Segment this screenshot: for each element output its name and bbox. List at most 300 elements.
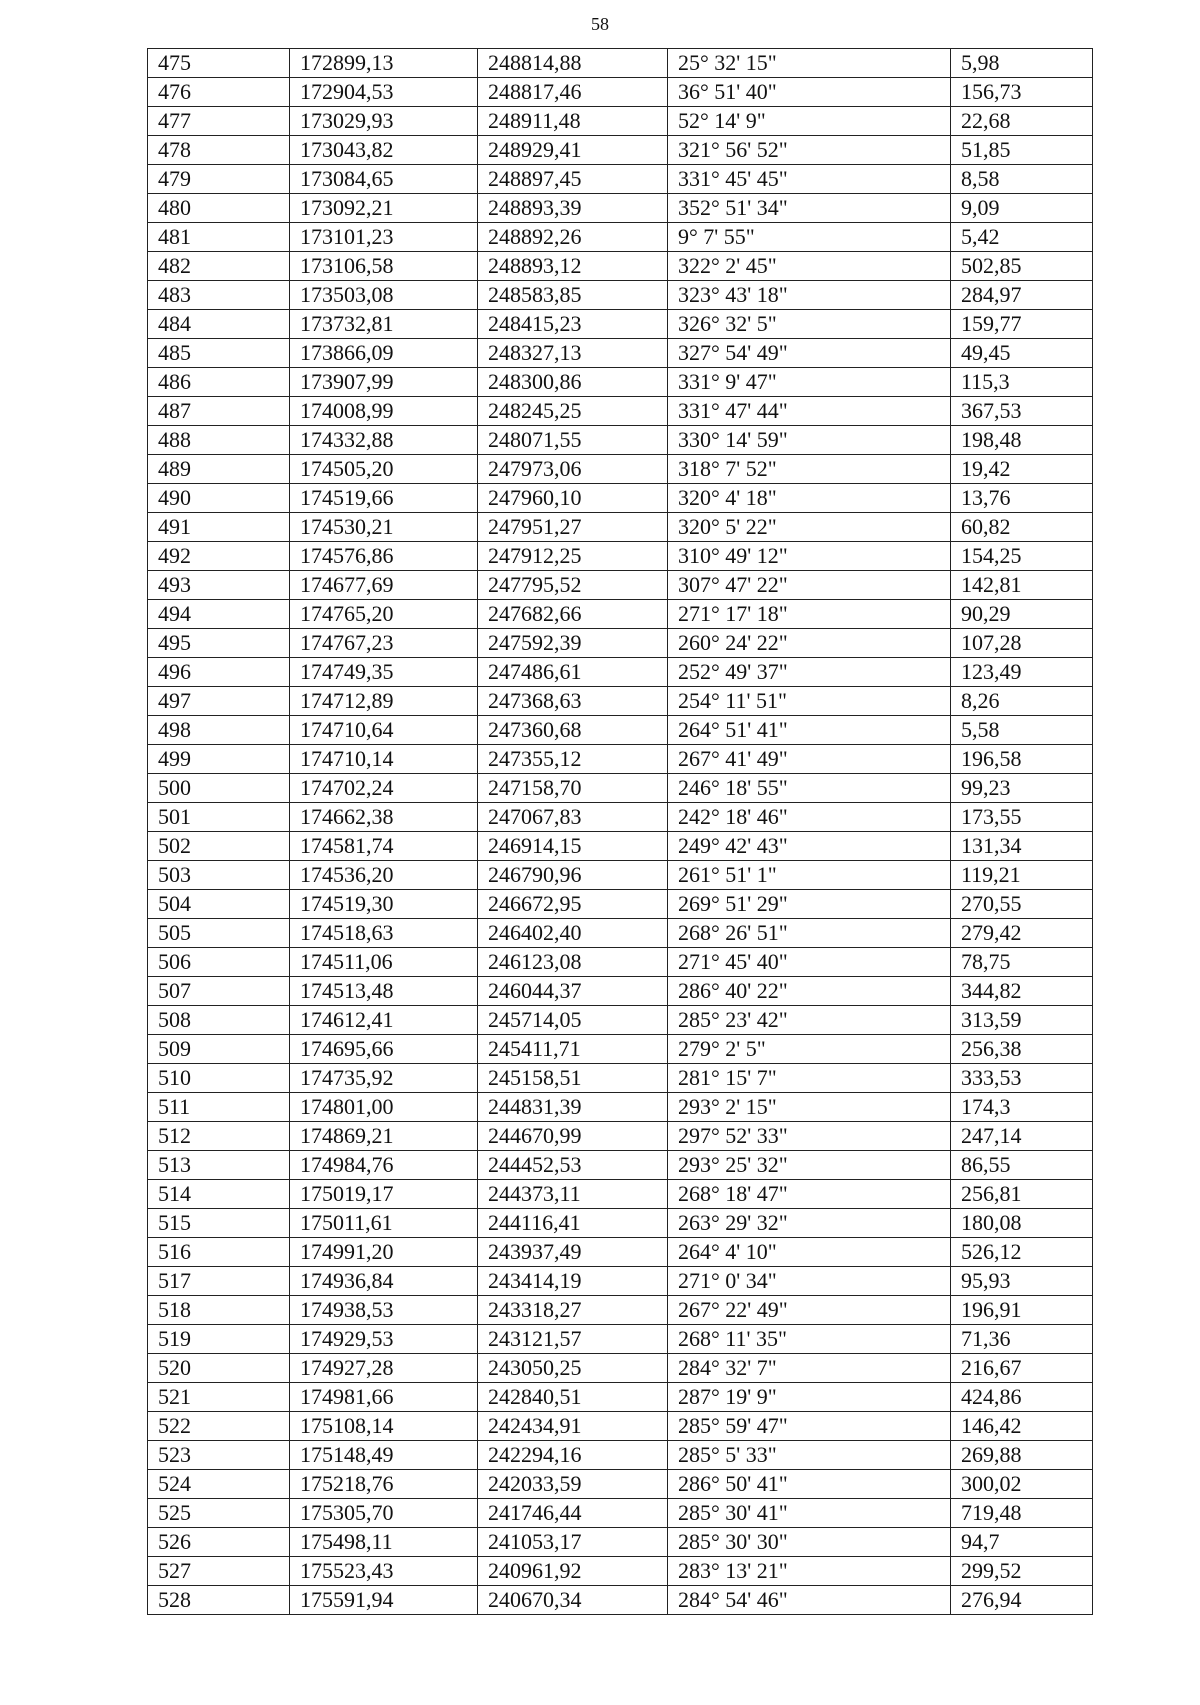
bearing-cell: 254° 11' 51" <box>668 687 951 716</box>
x-coordinate-cell: 175305,70 <box>290 1499 478 1528</box>
bearing-cell: 268° 26' 51" <box>668 919 951 948</box>
x-coordinate-cell: 174765,20 <box>290 600 478 629</box>
table-row <box>148 513 1093 542</box>
point-number-cell: 515 <box>148 1209 290 1238</box>
table-row <box>148 107 1093 136</box>
y-coordinate-cell: 247973,06 <box>478 455 668 484</box>
distance-cell: 256,81 <box>951 1180 1093 1209</box>
table-row <box>148 310 1093 339</box>
y-coordinate-cell: 248300,86 <box>478 368 668 397</box>
distance-cell: 174,3 <box>951 1093 1093 1122</box>
bearing-cell: 287° 19' 9" <box>668 1383 951 1412</box>
y-coordinate-cell: 243318,27 <box>478 1296 668 1325</box>
y-coordinate-cell: 247682,66 <box>478 600 668 629</box>
table-row <box>148 49 1093 78</box>
x-coordinate-cell: 174712,89 <box>290 687 478 716</box>
table-row <box>148 1209 1093 1238</box>
point-number-cell: 488 <box>148 426 290 455</box>
x-coordinate-cell: 174576,86 <box>290 542 478 571</box>
point-number-cell: 518 <box>148 1296 290 1325</box>
distance-cell: 8,58 <box>951 165 1093 194</box>
distance-cell: 19,42 <box>951 455 1093 484</box>
page-number: 58 <box>591 14 609 34</box>
x-coordinate-cell: 172904,53 <box>290 78 478 107</box>
table-row <box>148 1122 1093 1151</box>
point-number-cell: 498 <box>148 716 290 745</box>
bearing-cell: 267° 22' 49" <box>668 1296 951 1325</box>
y-coordinate-cell: 241053,17 <box>478 1528 668 1557</box>
point-number-cell: 521 <box>148 1383 290 1412</box>
table-row <box>148 1151 1093 1180</box>
y-coordinate-cell: 242840,51 <box>478 1383 668 1412</box>
distance-cell: 95,93 <box>951 1267 1093 1296</box>
bearing-cell: 252° 49' 37" <box>668 658 951 687</box>
table-row <box>148 136 1093 165</box>
point-number-cell: 486 <box>148 368 290 397</box>
table-row <box>148 1006 1093 1035</box>
point-number-cell: 511 <box>148 1093 290 1122</box>
distance-cell: 156,73 <box>951 78 1093 107</box>
x-coordinate-cell: 174536,20 <box>290 861 478 890</box>
y-coordinate-cell: 245158,51 <box>478 1064 668 1093</box>
table-row <box>148 687 1093 716</box>
y-coordinate-cell: 246123,08 <box>478 948 668 977</box>
table-row <box>148 455 1093 484</box>
distance-cell: 115,3 <box>951 368 1093 397</box>
bearing-cell: 331° 47' 44" <box>668 397 951 426</box>
bearing-cell: 285° 23' 42" <box>668 1006 951 1035</box>
x-coordinate-cell: 175011,61 <box>290 1209 478 1238</box>
y-coordinate-cell: 246790,96 <box>478 861 668 890</box>
x-coordinate-cell: 174662,38 <box>290 803 478 832</box>
x-coordinate-cell: 174513,48 <box>290 977 478 1006</box>
bearing-cell: 249° 42' 43" <box>668 832 951 861</box>
bearing-cell: 269° 51' 29" <box>668 890 951 919</box>
y-coordinate-cell: 247592,39 <box>478 629 668 658</box>
distance-cell: 146,42 <box>951 1412 1093 1441</box>
point-number-cell: 519 <box>148 1325 290 1354</box>
distance-cell: 299,52 <box>951 1557 1093 1586</box>
y-coordinate-cell: 247360,68 <box>478 716 668 745</box>
point-number-cell: 480 <box>148 194 290 223</box>
y-coordinate-cell: 247486,61 <box>478 658 668 687</box>
bearing-cell: 286° 50' 41" <box>668 1470 951 1499</box>
point-number-cell: 492 <box>148 542 290 571</box>
x-coordinate-cell: 174519,66 <box>290 484 478 513</box>
table-row <box>148 1557 1093 1586</box>
distance-cell: 526,12 <box>951 1238 1093 1267</box>
x-coordinate-cell: 175591,94 <box>290 1586 478 1615</box>
distance-cell: 71,36 <box>951 1325 1093 1354</box>
distance-cell: 119,21 <box>951 861 1093 890</box>
y-coordinate-cell: 244373,11 <box>478 1180 668 1209</box>
distance-cell: 60,82 <box>951 513 1093 542</box>
x-coordinate-cell: 174518,63 <box>290 919 478 948</box>
distance-cell: 719,48 <box>951 1499 1093 1528</box>
x-coordinate-cell: 173503,08 <box>290 281 478 310</box>
distance-cell: 22,68 <box>951 107 1093 136</box>
y-coordinate-cell: 248893,12 <box>478 252 668 281</box>
distance-cell: 78,75 <box>951 948 1093 977</box>
y-coordinate-cell: 242033,59 <box>478 1470 668 1499</box>
distance-cell: 5,58 <box>951 716 1093 745</box>
x-coordinate-cell: 173106,58 <box>290 252 478 281</box>
bearing-cell: 285° 30' 30" <box>668 1528 951 1557</box>
x-coordinate-cell: 175019,17 <box>290 1180 478 1209</box>
table-row <box>148 861 1093 890</box>
table-row <box>148 165 1093 194</box>
table-row <box>148 803 1093 832</box>
y-coordinate-cell: 243121,57 <box>478 1325 668 1354</box>
distance-cell: 86,55 <box>951 1151 1093 1180</box>
point-number-cell: 507 <box>148 977 290 1006</box>
point-number-cell: 508 <box>148 1006 290 1035</box>
table-row <box>148 919 1093 948</box>
x-coordinate-cell: 172899,13 <box>290 49 478 78</box>
bearing-cell: 268° 11' 35" <box>668 1325 951 1354</box>
x-coordinate-cell: 173101,23 <box>290 223 478 252</box>
bearing-cell: 285° 30' 41" <box>668 1499 951 1528</box>
bearing-cell: 310° 49' 12" <box>668 542 951 571</box>
distance-cell: 107,28 <box>951 629 1093 658</box>
y-coordinate-cell: 247960,10 <box>478 484 668 513</box>
table-row <box>148 542 1093 571</box>
table-row <box>148 1296 1093 1325</box>
bearing-cell: 246° 18' 55" <box>668 774 951 803</box>
point-number-cell: 525 <box>148 1499 290 1528</box>
table-row <box>148 1267 1093 1296</box>
table-row <box>148 1499 1093 1528</box>
point-number-cell: 527 <box>148 1557 290 1586</box>
point-number-cell: 494 <box>148 600 290 629</box>
table-row <box>148 194 1093 223</box>
point-number-cell: 475 <box>148 49 290 78</box>
y-coordinate-cell: 247355,12 <box>478 745 668 774</box>
x-coordinate-cell: 175523,43 <box>290 1557 478 1586</box>
distance-cell: 131,34 <box>951 832 1093 861</box>
distance-cell: 313,59 <box>951 1006 1093 1035</box>
y-coordinate-cell: 244670,99 <box>478 1122 668 1151</box>
table-row <box>148 426 1093 455</box>
bearing-cell: 286° 40' 22" <box>668 977 951 1006</box>
x-coordinate-cell: 174735,92 <box>290 1064 478 1093</box>
y-coordinate-cell: 248327,13 <box>478 339 668 368</box>
x-coordinate-cell: 174519,30 <box>290 890 478 919</box>
bearing-cell: 327° 54' 49" <box>668 339 951 368</box>
distance-cell: 51,85 <box>951 136 1093 165</box>
table-row <box>148 1383 1093 1412</box>
point-number-cell: 497 <box>148 687 290 716</box>
point-number-cell: 484 <box>148 310 290 339</box>
distance-cell: 502,85 <box>951 252 1093 281</box>
distance-cell: 8,26 <box>951 687 1093 716</box>
bearing-cell: 36° 51' 40" <box>668 78 951 107</box>
distance-cell: 196,91 <box>951 1296 1093 1325</box>
point-number-cell: 522 <box>148 1412 290 1441</box>
distance-cell: 173,55 <box>951 803 1093 832</box>
bearing-cell: 293° 25' 32" <box>668 1151 951 1180</box>
distance-cell: 123,49 <box>951 658 1093 687</box>
bearing-cell: 264° 51' 41" <box>668 716 951 745</box>
x-coordinate-cell: 174929,53 <box>290 1325 478 1354</box>
x-coordinate-cell: 174702,24 <box>290 774 478 803</box>
x-coordinate-cell: 174695,66 <box>290 1035 478 1064</box>
y-coordinate-cell: 243937,49 <box>478 1238 668 1267</box>
distance-cell: 9,09 <box>951 194 1093 223</box>
x-coordinate-cell: 173866,09 <box>290 339 478 368</box>
table-row <box>148 339 1093 368</box>
bearing-cell: 271° 0' 34" <box>668 1267 951 1296</box>
x-coordinate-cell: 173732,81 <box>290 310 478 339</box>
bearing-cell: 25° 32' 15" <box>668 49 951 78</box>
distance-cell: 269,88 <box>951 1441 1093 1470</box>
bearing-cell: 284° 54' 46" <box>668 1586 951 1615</box>
table-row <box>148 832 1093 861</box>
y-coordinate-cell: 245714,05 <box>478 1006 668 1035</box>
table-row <box>148 1238 1093 1267</box>
bearing-cell: 263° 29' 32" <box>668 1209 951 1238</box>
y-coordinate-cell: 242434,91 <box>478 1412 668 1441</box>
y-coordinate-cell: 248929,41 <box>478 136 668 165</box>
y-coordinate-cell: 248071,55 <box>478 426 668 455</box>
x-coordinate-cell: 174710,64 <box>290 716 478 745</box>
table-row <box>148 948 1093 977</box>
distance-cell: 196,58 <box>951 745 1093 774</box>
point-number-cell: 493 <box>148 571 290 600</box>
y-coordinate-cell: 247368,63 <box>478 687 668 716</box>
table-row <box>148 1325 1093 1354</box>
bearing-cell: 321° 56' 52" <box>668 136 951 165</box>
x-coordinate-cell: 174767,23 <box>290 629 478 658</box>
point-number-cell: 523 <box>148 1441 290 1470</box>
y-coordinate-cell: 247158,70 <box>478 774 668 803</box>
point-number-cell: 501 <box>148 803 290 832</box>
x-coordinate-cell: 174710,14 <box>290 745 478 774</box>
bearing-cell: 261° 51' 1" <box>668 861 951 890</box>
bearing-cell: 285° 5' 33" <box>668 1441 951 1470</box>
bearing-cell: 52° 14' 9" <box>668 107 951 136</box>
x-coordinate-cell: 174927,28 <box>290 1354 478 1383</box>
y-coordinate-cell: 240961,92 <box>478 1557 668 1586</box>
y-coordinate-cell: 248892,26 <box>478 223 668 252</box>
distance-cell: 142,81 <box>951 571 1093 600</box>
x-coordinate-cell: 174981,66 <box>290 1383 478 1412</box>
distance-cell: 159,77 <box>951 310 1093 339</box>
y-coordinate-cell: 242294,16 <box>478 1441 668 1470</box>
bearing-cell: 331° 9' 47" <box>668 368 951 397</box>
x-coordinate-cell: 173084,65 <box>290 165 478 194</box>
point-number-cell: 476 <box>148 78 290 107</box>
point-number-cell: 478 <box>148 136 290 165</box>
point-number-cell: 503 <box>148 861 290 890</box>
point-number-cell: 516 <box>148 1238 290 1267</box>
y-coordinate-cell: 247951,27 <box>478 513 668 542</box>
table-row <box>148 977 1093 1006</box>
bearing-cell: 331° 45' 45" <box>668 165 951 194</box>
bearing-cell: 322° 2' 45" <box>668 252 951 281</box>
y-coordinate-cell: 247912,25 <box>478 542 668 571</box>
table-body <box>148 49 1093 1615</box>
y-coordinate-cell: 243414,19 <box>478 1267 668 1296</box>
bearing-cell: 323° 43' 18" <box>668 281 951 310</box>
x-coordinate-cell: 173029,93 <box>290 107 478 136</box>
point-number-cell: 506 <box>148 948 290 977</box>
table-row <box>148 1412 1093 1441</box>
bearing-cell: 297° 52' 33" <box>668 1122 951 1151</box>
distance-cell: 333,53 <box>951 1064 1093 1093</box>
y-coordinate-cell: 248583,85 <box>478 281 668 310</box>
y-coordinate-cell: 244452,53 <box>478 1151 668 1180</box>
distance-cell: 90,29 <box>951 600 1093 629</box>
bearing-cell: 320° 5' 22" <box>668 513 951 542</box>
y-coordinate-cell: 245411,71 <box>478 1035 668 1064</box>
distance-cell: 279,42 <box>951 919 1093 948</box>
point-number-cell: 520 <box>148 1354 290 1383</box>
x-coordinate-cell: 174938,53 <box>290 1296 478 1325</box>
x-coordinate-cell: 174511,06 <box>290 948 478 977</box>
distance-cell: 367,53 <box>951 397 1093 426</box>
distance-cell: 216,67 <box>951 1354 1093 1383</box>
table-row <box>148 1180 1093 1209</box>
x-coordinate-cell: 174677,69 <box>290 571 478 600</box>
table-row <box>148 78 1093 107</box>
point-number-cell: 481 <box>148 223 290 252</box>
bearing-cell: 320° 4' 18" <box>668 484 951 513</box>
point-number-cell: 528 <box>148 1586 290 1615</box>
y-coordinate-cell: 247067,83 <box>478 803 668 832</box>
x-coordinate-cell: 175218,76 <box>290 1470 478 1499</box>
bearing-cell: 318° 7' 52" <box>668 455 951 484</box>
bearing-cell: 326° 32' 5" <box>668 310 951 339</box>
x-coordinate-cell: 173043,82 <box>290 136 478 165</box>
table-row <box>148 629 1093 658</box>
table-row <box>148 484 1093 513</box>
y-coordinate-cell: 248415,23 <box>478 310 668 339</box>
table-row <box>148 1093 1093 1122</box>
table-row <box>148 1354 1093 1383</box>
y-coordinate-cell: 248817,46 <box>478 78 668 107</box>
distance-cell: 344,82 <box>951 977 1093 1006</box>
x-coordinate-cell: 174991,20 <box>290 1238 478 1267</box>
table-row <box>148 1586 1093 1615</box>
bearing-cell: 264° 4' 10" <box>668 1238 951 1267</box>
bearing-cell: 242° 18' 46" <box>668 803 951 832</box>
distance-cell: 5,98 <box>951 49 1093 78</box>
distance-cell: 424,86 <box>951 1383 1093 1412</box>
distance-cell: 300,02 <box>951 1470 1093 1499</box>
bearing-cell: 283° 13' 21" <box>668 1557 951 1586</box>
x-coordinate-cell: 174869,21 <box>290 1122 478 1151</box>
coordinates-table <box>147 48 1093 1615</box>
distance-cell: 13,76 <box>951 484 1093 513</box>
x-coordinate-cell: 174008,99 <box>290 397 478 426</box>
distance-cell: 284,97 <box>951 281 1093 310</box>
x-coordinate-cell: 174581,74 <box>290 832 478 861</box>
x-coordinate-cell: 175148,49 <box>290 1441 478 1470</box>
bearing-cell: 285° 59' 47" <box>668 1412 951 1441</box>
table-row <box>148 600 1093 629</box>
table-row <box>148 368 1093 397</box>
table-row <box>148 745 1093 774</box>
point-number-cell: 500 <box>148 774 290 803</box>
table-row <box>148 223 1093 252</box>
table-row <box>148 281 1093 310</box>
point-number-cell: 487 <box>148 397 290 426</box>
table-row <box>148 1441 1093 1470</box>
y-coordinate-cell: 246672,95 <box>478 890 668 919</box>
bearing-cell: 267° 41' 49" <box>668 745 951 774</box>
y-coordinate-cell: 240670,34 <box>478 1586 668 1615</box>
table-row <box>148 397 1093 426</box>
point-number-cell: 477 <box>148 107 290 136</box>
x-coordinate-cell: 173907,99 <box>290 368 478 397</box>
distance-cell: 198,48 <box>951 426 1093 455</box>
bearing-cell: 293° 2' 15" <box>668 1093 951 1122</box>
bearing-cell: 281° 15' 7" <box>668 1064 951 1093</box>
point-number-cell: 514 <box>148 1180 290 1209</box>
point-number-cell: 490 <box>148 484 290 513</box>
y-coordinate-cell: 248911,48 <box>478 107 668 136</box>
bearing-cell: 9° 7' 55" <box>668 223 951 252</box>
x-coordinate-cell: 174749,35 <box>290 658 478 687</box>
y-coordinate-cell: 246914,15 <box>478 832 668 861</box>
bearing-cell: 271° 17' 18" <box>668 600 951 629</box>
point-number-cell: 502 <box>148 832 290 861</box>
distance-cell: 180,08 <box>951 1209 1093 1238</box>
x-coordinate-cell: 174612,41 <box>290 1006 478 1035</box>
bearing-cell: 330° 14' 59" <box>668 426 951 455</box>
y-coordinate-cell: 244116,41 <box>478 1209 668 1238</box>
distance-cell: 256,38 <box>951 1035 1093 1064</box>
point-number-cell: 496 <box>148 658 290 687</box>
y-coordinate-cell: 243050,25 <box>478 1354 668 1383</box>
point-number-cell: 485 <box>148 339 290 368</box>
distance-cell: 94,7 <box>951 1528 1093 1557</box>
table-row <box>148 571 1093 600</box>
point-number-cell: 512 <box>148 1122 290 1151</box>
point-number-cell: 499 <box>148 745 290 774</box>
bearing-cell: 307° 47' 22" <box>668 571 951 600</box>
table-row <box>148 1470 1093 1499</box>
distance-cell: 5,42 <box>951 223 1093 252</box>
distance-cell: 247,14 <box>951 1122 1093 1151</box>
point-number-cell: 510 <box>148 1064 290 1093</box>
point-number-cell: 495 <box>148 629 290 658</box>
y-coordinate-cell: 244831,39 <box>478 1093 668 1122</box>
point-number-cell: 504 <box>148 890 290 919</box>
y-coordinate-cell: 248893,39 <box>478 194 668 223</box>
y-coordinate-cell: 248245,25 <box>478 397 668 426</box>
x-coordinate-cell: 174530,21 <box>290 513 478 542</box>
bearing-cell: 352° 51' 34" <box>668 194 951 223</box>
point-number-cell: 524 <box>148 1470 290 1499</box>
y-coordinate-cell: 247795,52 <box>478 571 668 600</box>
y-coordinate-cell: 246402,40 <box>478 919 668 948</box>
distance-cell: 49,45 <box>951 339 1093 368</box>
table-row <box>148 716 1093 745</box>
table-row <box>148 890 1093 919</box>
x-coordinate-cell: 174801,00 <box>290 1093 478 1122</box>
x-coordinate-cell: 174505,20 <box>290 455 478 484</box>
point-number-cell: 479 <box>148 165 290 194</box>
distance-cell: 276,94 <box>951 1586 1093 1615</box>
y-coordinate-cell: 246044,37 <box>478 977 668 1006</box>
bearing-cell: 268° 18' 47" <box>668 1180 951 1209</box>
point-number-cell: 489 <box>148 455 290 484</box>
distance-cell: 99,23 <box>951 774 1093 803</box>
table-row <box>148 1528 1093 1557</box>
point-number-cell: 483 <box>148 281 290 310</box>
